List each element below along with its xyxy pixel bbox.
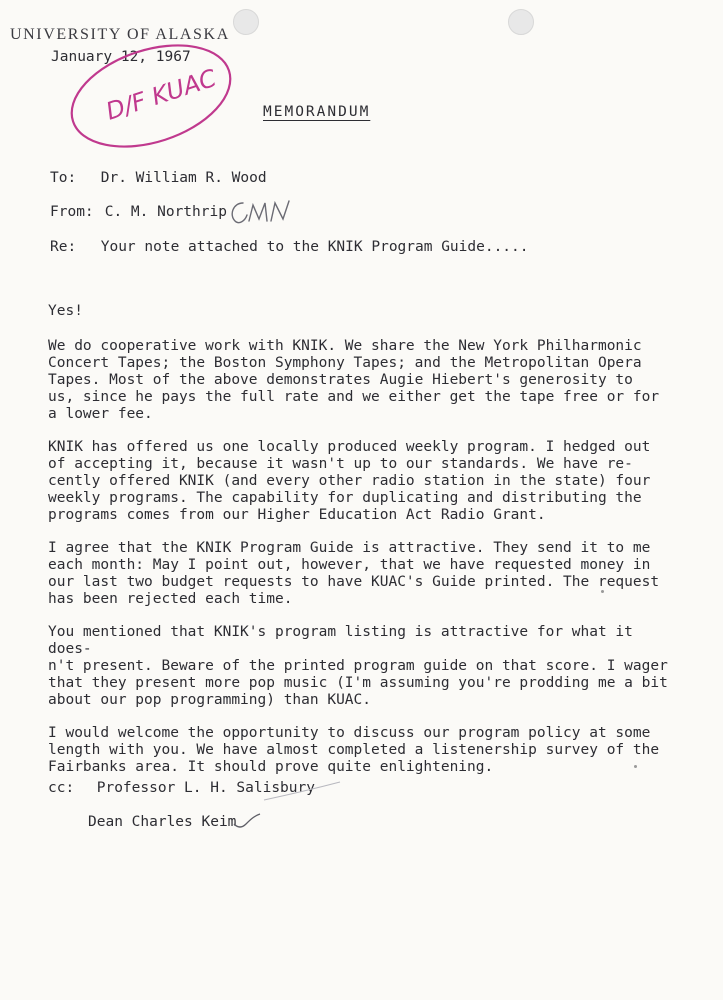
cc-recipient-line — [88, 814, 236, 830]
body-paragraph: KNIK has offered us one locally produced weekly program. I hedged out of accepting it, because it wasn't up to our standards. We have re- cently offered KNIK (and every other radio station in the state) four weekly programs. The capability for duplicating and distributing the programs comes from our Higher Education Act Radio Grant. — [48, 439, 651, 523]
handwritten-initials — [227, 197, 299, 227]
to-value: Dr. William R. Wood — [100, 170, 267, 186]
speck — [634, 765, 637, 768]
re-value: Your note attached to the KNIK Program Guide..... — [100, 239, 529, 255]
memo-body — [48, 303, 674, 792]
letterhead: UNIVERSITY OF ALASKA — [10, 26, 230, 43]
cc-recipient: Professor L. H. Salisbury — [96, 780, 315, 796]
body-paragraph: I agree that the KNIK Program Guide is attractive. They send it to me each month: May I point out, however, that we have requested money in our last two budget requests to have KUAC's Guide printed. The request has been rejected each time. — [48, 540, 660, 607]
memo-title: MEMORANDUM — [263, 104, 371, 120]
from-value: C. M. Northrip — [104, 204, 227, 220]
body-paragraph: Yes! — [48, 303, 83, 319]
re-label: Re: — [50, 239, 77, 255]
to-label: To: — [50, 170, 77, 186]
cc-label: cc: — [48, 780, 75, 796]
re-line — [50, 239, 529, 255]
memo-date: January 12, 1967 — [51, 49, 191, 65]
from-line — [50, 204, 227, 220]
body-paragraph: I would welcome the opportunity to discuss our program policy at some length with you. We have almost completed a listenership survey of the Fairbanks area. It should prove quite enlightening. — [48, 725, 660, 775]
pen-stroke — [262, 780, 342, 802]
punch-hole — [233, 9, 259, 35]
check-mark — [232, 808, 262, 832]
from-label: From: — [50, 204, 94, 220]
speck — [601, 590, 604, 593]
body-paragraph: We do cooperative work with KNIK. We share the New York Philharmonic Concert Tapes; the Boston Symphony Tapes; and the Metropolitan Opera Tapes. Most of the above demonstrates Augie Hiebert's generosity to us, since he pays the full rate and we either get the tape free or for a lower fee. — [48, 338, 660, 422]
punch-hole — [508, 9, 534, 35]
cc-recipient: Dean Charles Keim — [88, 814, 237, 830]
stamp-text: D/F KUAC — [102, 63, 220, 126]
body-paragraph: You mentioned that KNIK's program listing is attractive for what it does- n't present. Beware of the printed program guide on that score. I wager that they present more pop music (I'm assuming you're prodding me a bit about our pop programming) than KUAC. — [48, 624, 668, 708]
to-line — [50, 170, 267, 186]
handwritten-file-stamp — [64, 40, 238, 152]
